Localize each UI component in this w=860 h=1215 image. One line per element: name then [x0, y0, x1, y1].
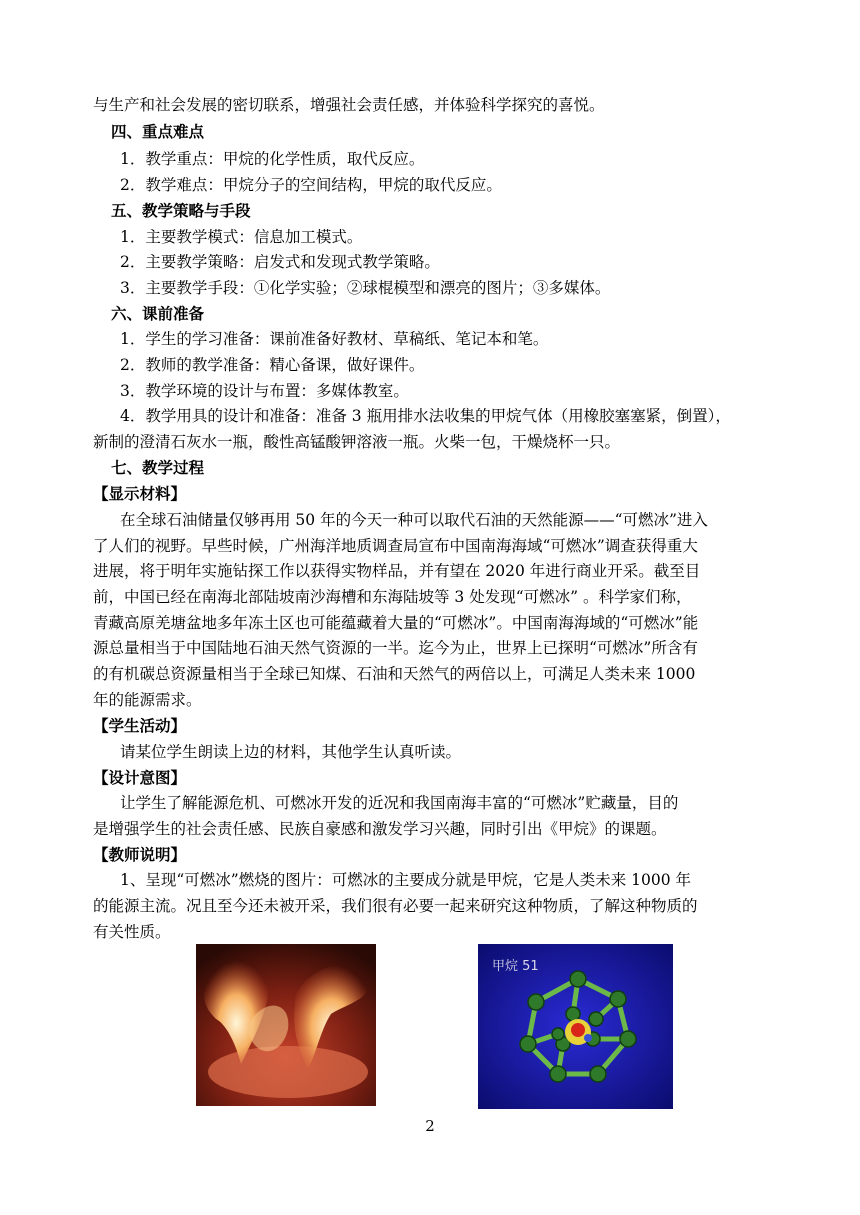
page-number: 2	[425, 1117, 435, 1135]
list-item: 1．教学重点：甲烷的化学性质，取代反应。	[120, 150, 425, 168]
subsection-label: 【学生活动】	[93, 717, 187, 735]
para-line: 让学生了解能源危机、可燃冰开发的近况和我国南海丰富的“可燃冰”贮藏量，目的	[120, 794, 679, 812]
section-heading: 六、课前准备	[111, 305, 205, 323]
para-line: 是增强学生的社会责任感、民族自豪感和激发学习兴趣，同时引出《甲烷》的课题。	[93, 820, 667, 838]
para-line: 的有机碳总资源量相当于全球已知煤、石油和天然气的两倍以上，可满足人类未来 1000	[93, 665, 696, 683]
para-line: 与生产和社会发展的密切联系，增强社会责任感，并体验科学探究的喜悦。	[93, 96, 605, 114]
figure-caption: 甲烷 51	[492, 959, 539, 974]
section-heading: 四、重点难点	[111, 123, 205, 141]
list-item: 3．主要教学手段：①化学实验；②球棍模型和漂亮的图片；③多媒体。	[120, 279, 611, 297]
para-line: 新制的澄清石灰水一瓶，酸性高锰酸钾溶液一瓶。火柴一包，干燥烧杯一只。	[93, 433, 621, 451]
list-item: 2．主要教学策略：启发式和发现式教学策略。	[120, 253, 440, 271]
section-heading: 五、教学策略与手段	[111, 202, 251, 220]
subsection-label: 【显示材料】	[93, 485, 187, 503]
para-line: 了人们的视野。早些时候，广州海洋地质调查局宣布中国南海海域“可燃冰”调查获得重大	[93, 537, 698, 555]
para-line: 有关性质。	[93, 923, 171, 941]
list-item: 2．教师的教学准备：精心备课，做好课件。	[120, 356, 425, 374]
para-line: 年的能源需求。	[93, 691, 202, 709]
subsection-label: 【设计意图】	[93, 769, 187, 787]
section-heading: 七、教学过程	[111, 459, 205, 477]
list-item: 1．学生的学习准备：课前准备好教材、草稿纸、笔记本和笔。	[120, 330, 549, 348]
hydrate-model-image	[478, 944, 673, 1109]
para-line: 请某位学生朗读上边的材料，其他学生认真听读。	[120, 743, 462, 761]
para-line: 1、呈现“可燃冰”燃烧的图片：可燃冰的主要成分就是甲烷，它是人类未来 1000 年	[120, 871, 692, 889]
subsection-label: 【教师说明】	[93, 846, 187, 864]
para-line: 前，中国已经在南海北部陆坡南沙海槽和东海陆坡等 3 处发现“可燃冰” 。科学家们称，	[93, 588, 692, 606]
para-line: 的能源主流。况且至今还未被开采，我们很有必要一起来研究这种物质，了解这种物质的	[93, 897, 698, 915]
para-line: 青藏高原羌塘盆地多年冻土区也可能蕴藏着大量的“可燃冰”。中国南海海域的“可燃冰”能	[93, 614, 699, 632]
para-line: 源总量相当于中国陆地石油天然气资源的一半。迄今为止，世界上已探明“可燃冰”所含有	[93, 639, 698, 657]
list-item: 1．主要教学模式：信息加工模式。	[120, 228, 363, 246]
list-item: 3．教学环境的设计与布置：多媒体教室。	[120, 382, 409, 400]
para-line: 进展，将于明年实施钻探工作以获得实物样品，并有望在 2020 年进行商业开采。截至目	[93, 562, 701, 580]
list-item: 2．教学难点：甲烷分子的空间结构，甲烷的取代反应。	[120, 176, 502, 194]
burning-ice-photo	[196, 944, 376, 1106]
para-line: 在全球石油储量仅够再用 50 年的今天一种可以取代石油的天然能源——“可燃冰”进入	[120, 511, 708, 529]
list-item: 4．教学用具的设计和准备：准备 3 瓶用排水法收集的甲烷气体（用橡胶塞塞紧，倒置），	[120, 407, 731, 425]
